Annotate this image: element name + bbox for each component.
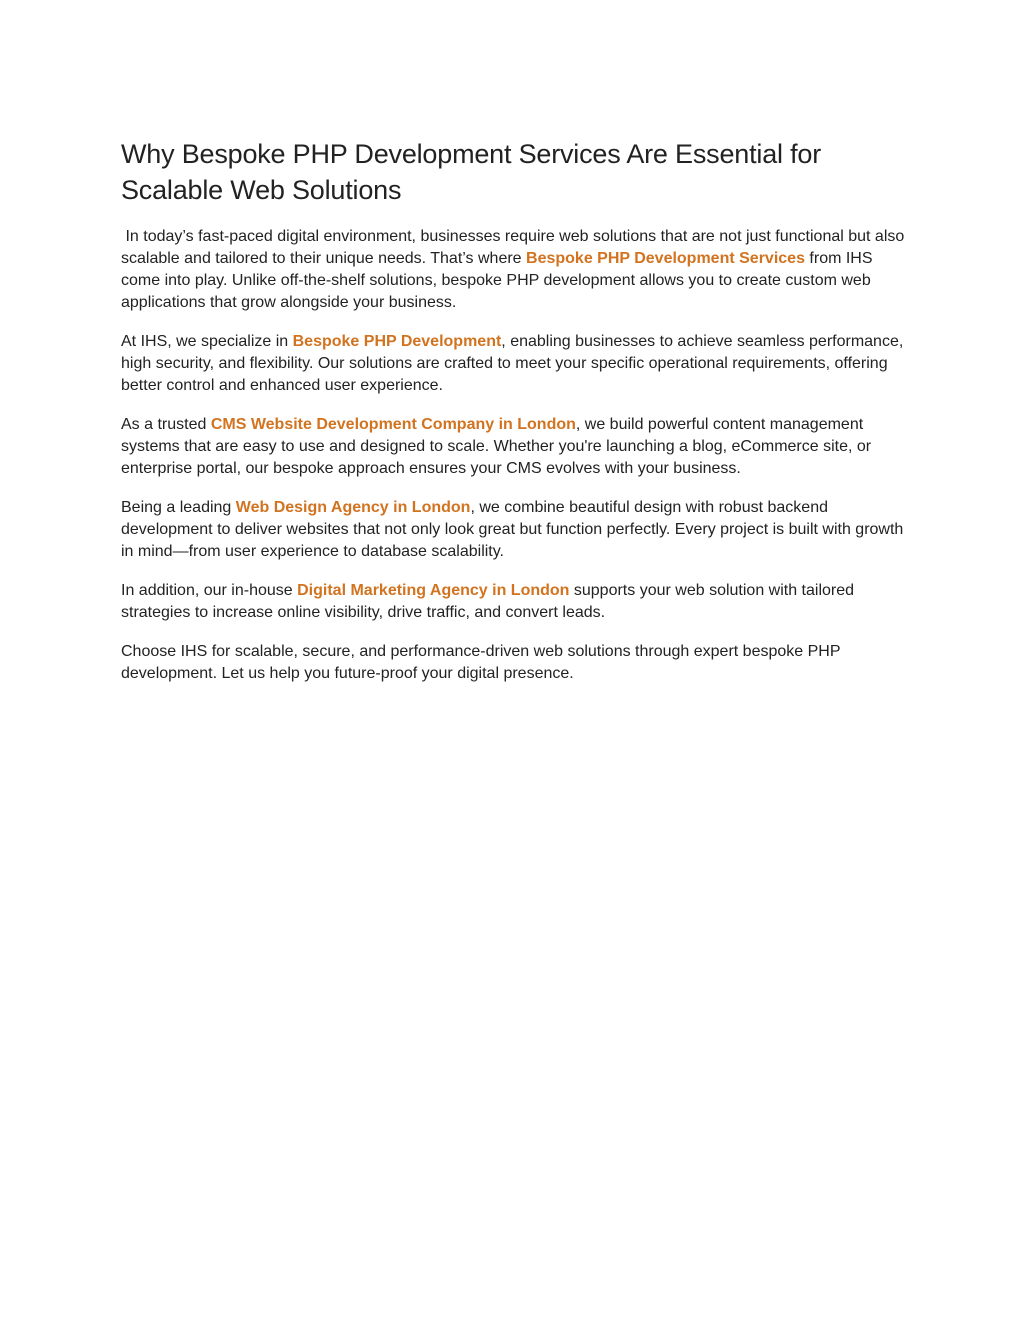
paragraph-specialize xyxy=(121,331,911,397)
paragraph-text: , we combine beautiful design with robust backend development to deliver websites that not only look great but function perfectly. Every project is built with growth in mind—from user experience to database scalability. xyxy=(121,499,908,560)
link-bespoke-php-development-services[interactable]: Bespoke PHP Development Services xyxy=(526,250,805,267)
paragraph-text: As a trusted xyxy=(121,416,211,433)
paragraph-text: , we build powerful content management systems that are easy to use and designed to scale. Whether you're launching a blog, eCommerce site, or enterprise portal, our bespoke approach ensures your CMS evolves with your business. xyxy=(121,416,876,477)
document-page xyxy=(121,136,911,702)
paragraph-text: In today’s fast-paced digital environment, businesses require web solutions that are not just functional but also scalable and tailored to their unique needs. That’s where xyxy=(121,228,909,267)
paragraph-text: supports your web solution with tailored strategies to increase online visibility, drive traffic, and convert leads. xyxy=(121,582,859,621)
page-title: Why Bespoke PHP Development Services Are Essential for Scalable Web Solutions xyxy=(121,139,822,205)
link-bespoke-php-development[interactable]: Bespoke PHP Development xyxy=(292,333,502,350)
paragraph-text: Being a leading xyxy=(121,499,236,516)
paragraph-cms xyxy=(121,414,911,480)
paragraph-conclusion: Choose IHS for scalable, secure, and performance-driven web solutions through expert bespoke PHP development. Let us help you future-proof your digital presence. xyxy=(121,643,845,682)
paragraph-web-design xyxy=(121,497,911,563)
paragraph-intro xyxy=(121,226,911,314)
paragraph-text: In addition, our in-house xyxy=(121,582,298,599)
paragraph-text: from IHS come into play. Unlike off-the-shelf solutions, bespoke PHP development allows you to create custom web applications that grow alongside your business. xyxy=(121,250,877,311)
link-digital-marketing-agency[interactable]: Digital Marketing Agency in London xyxy=(297,582,570,599)
link-cms-website-development-company[interactable]: CMS Website Development Company in London xyxy=(210,416,576,433)
link-web-design-agency[interactable]: Web Design Agency in London xyxy=(235,499,471,516)
paragraph-digital-marketing xyxy=(121,580,911,624)
paragraph-text: , enabling businesses to achieve seamless performance, high security, and flexibility. Our solutions are crafted to meet your specific operational requirements, offering better control and enhanced user experience. xyxy=(121,333,908,394)
paragraph-text: At IHS, we specialize in xyxy=(121,333,293,350)
